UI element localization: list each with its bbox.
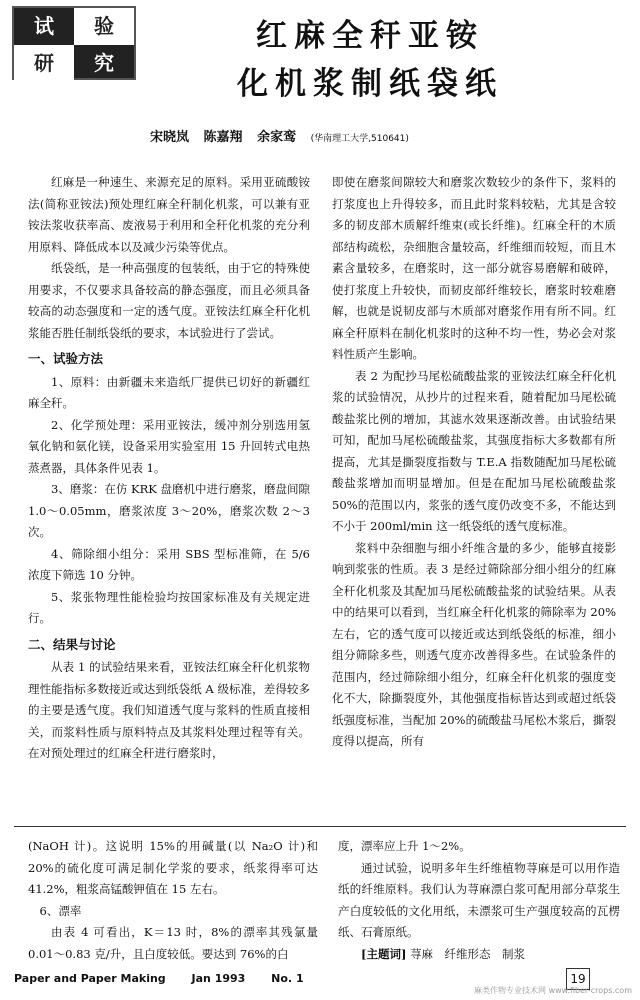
article-title-line1: 红麻全秆亚铵	[256, 18, 484, 54]
paragraph: 纸袋纸，是一种高强度的包装纸，由于它的特殊使用要求，不仅要求具备较高的静态强度，而且必须具备较高的动态强度和一定的透气度。亚铵法红麻全秆化机浆能否胜任制纸袋纸的要求，本试验进行了尝试。	[28, 261, 310, 340]
column-logo	[12, 6, 136, 80]
paragraph: 由表 4 可看出，K＝13 时，8%的漂率其残氯量 0.01～0.83 克/升，且白度较低。要达到 76%的白	[28, 925, 318, 961]
article-title-line2: 化机浆制纸袋纸	[237, 66, 503, 102]
bottom-left-column	[28, 836, 318, 968]
section-heading: 一、试验方法	[28, 351, 104, 366]
keywords: 荨麻 纤维形态 制浆	[410, 946, 526, 961]
journal-footer	[14, 972, 326, 985]
author-name: 宋晓岚	[150, 130, 190, 145]
watermark-text: 麻类作物专业技术网 www.fiber-crops.com	[474, 986, 632, 995]
logo-char: 究	[94, 51, 114, 75]
method-item: 5、浆张物理性能检验均按国家标准及有关规定进行。	[28, 589, 310, 625]
method-item: 1、原料：由新疆未来造纸厂提供已切好的新疆红麻全秆。	[28, 374, 310, 410]
author-affiliation: (华南理工大学,510641)	[310, 134, 409, 144]
paragraph: (NaOH 计)。这说明 15%的用碱量(以 Na₂O 计)和 20%的硫化度可满足制化学浆的要求，纸浆得率可达 41.2%，粗浆高锰酸钾值在 15 左右。	[28, 839, 318, 896]
paragraph: 度，漂率应上升 1～2%。	[338, 839, 471, 853]
paragraph: 从表 1 的试验结果来看，亚铵法红麻全秆化机浆物理性能指标多数接近或达到纸袋纸 A 级标准，差得较多的主要是透气度。我们知道透气度与浆料的性质直接相关，而浆料性质与原料特点及其浆料处理过程等有关。在对预处理过的红麻全秆进行磨浆时，	[28, 660, 310, 760]
paragraph: 表 2 为配抄马尾松硫酸盐浆的亚铵法红麻全秆化机浆的试验情况，从抄片的过程来看，随着配加马尾松硫酸盐浆比例的增加，其滤水效果逐渐改善。由试验结果可知，配加马尾松硫酸盐浆，其强度指标大多数都有所提高，尤其是撕裂度指数与 T.E.A 指数随配加马尾松硫酸盐浆增加而明显增加。但是在配加马尾松硫酸盐浆 50%的范围以内，浆张的透气度仍改变不多，不能达到不小于 200ml/min 这一纸袋纸的透气度标准。	[332, 368, 616, 533]
logo-char: 验	[74, 8, 134, 45]
keywords-label: [主题词]	[361, 946, 407, 961]
logo-char: 研	[14, 45, 74, 82]
page-number: 19	[566, 968, 590, 990]
keywords-line	[338, 944, 620, 966]
paragraph: 通过试验，说明多年生纤维植物荨麻是可以用作造纸的纤维原料。我们认为荨麻漂白浆可配用部分草浆生产白度较低的文化用纸，未漂浆可生产强度较高的瓦楞纸、石膏原纸。	[338, 860, 620, 939]
author-name: 余家鸾	[257, 130, 297, 145]
paragraph: 即使在磨浆间隙较大和磨浆次数较少的条件下，浆料的打浆度也上升得较多，而且此时浆料较粘，尤其是含较多的韧皮部木质解纤维束(或长纤维)。红麻全秆的木质部结构疏松，杂细胞含量较高，纤维细而较短，而且木素含量较多，在磨浆时，这一部分就容易磨解和破碎，使打浆度上升较快，而韧皮部纤维较长，磨浆时较难磨解，也就是说韧皮部与木质部对磨浆作用有所不同。红麻全秆原料在制化机浆时的这种不均一性，势必会对浆料性质产生影响。	[332, 175, 616, 361]
method-item: 2、化学预处理：采用亚铵法，缓冲剂分别选用氢氧化钠和氨化镁，设备采用实验室用 15 升回转式电热蒸煮器，具体条件见表 1。	[28, 417, 310, 475]
left-column	[28, 172, 310, 822]
section-heading: 二、结果与讨论	[28, 636, 116, 652]
paragraph: 红麻是一种速生、来源充足的原料。采用亚硫酸铵法(简称亚铵法)预处理红麻全秆制化机浆，可以兼有亚铵法浆收获率高、废液易于利用和全秆化机浆的充分利用原料、降低成本以及减少污染等优点。	[28, 175, 310, 254]
bottom-right-column	[338, 836, 620, 968]
journal-name: Paper and Paper Making	[14, 972, 166, 985]
method-item: 4、筛除细小组分：采用 SBS 型标准筛，在 5/6 浓度下筛选 10 分钟。	[28, 546, 310, 582]
issue-date: Jan 1993	[191, 972, 246, 985]
paragraph: 浆料中杂细胞与细小纤维含量的多少，能够直接影响到浆张的性质。表 3 是经过筛除部分细小组分的红麻全秆化机浆及其配加马尾松硫酸盐浆的试验结果。从表中的结果可以看到，当红麻全秆化机浆的筛除率为 20%左右，它的透气度可以接近或达到纸袋纸的标准，细小组分筛除多些，则透气度亦改善得多些。在试验条件的范围内，经过筛除细小组分，红麻全秆化机浆的强度变化不大，除撕裂度外，其他强度指标皆达到或超过纸袋纸强度标准，当配加 20%的硫酸盐马尾松木浆后，撕裂度得以提高，所有	[332, 540, 616, 748]
subsection-heading: 6、漂率	[39, 903, 82, 918]
right-column	[332, 172, 616, 822]
issue-number: No. 1	[271, 972, 304, 985]
logo-char: 试	[34, 14, 54, 38]
page-divider	[14, 826, 626, 827]
method-item: 3、磨浆：在仿 KRK 盘磨机中进行磨浆，磨盘间隙 1.0～0.05mm，磨浆浓度 3～20%，磨浆次数 2～3 次。	[28, 482, 310, 539]
author-name: 陈嘉翔	[203, 130, 243, 145]
author-line	[150, 126, 610, 145]
